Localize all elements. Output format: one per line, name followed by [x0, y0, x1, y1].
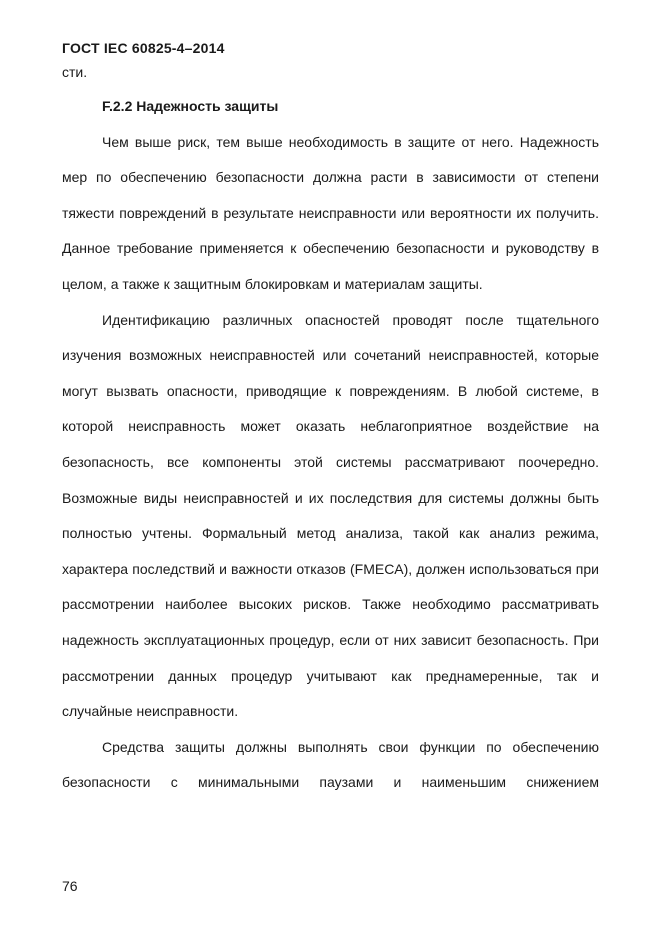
document-header: ГОСТ IEC 60825-4–2014: [62, 40, 225, 56]
paragraph-hazard-identification: Идентификацию различных опасностей проводят после тщательного изучения возможных неисправностей или сочетаний неисправностей, которые могут вызвать опасности, приводящие к повреждениям. В любой системе, в которой неисправность может оказать неблагоприятное воздействие на безопасность, все компоненты этой системы рассматривают поочередно. Возможные виды неисправностей и их последствия для системы должны быть полностью учтены. Формальный метод анализа, такой как анализ режима, характера последствий и важности отказов (FMECA), должен использоваться при рассмотрении наиболее высоких рисков. Также необходимо рассматривать надежность эксплуатационных процедур, если от них зависит безопасность. При рассмотрении данных процедур учитывают как преднамеренные, так и случайные неисправности.: [62, 311, 599, 720]
section-heading: F.2.2 Надежность защиты: [102, 98, 279, 114]
paragraph-protection-means: Средства защиты должны выполнять свои функции по обеспечению безопасности с минимальными паузами и наименьшим снижением: [62, 738, 599, 791]
continued-text-line: сти.: [62, 64, 88, 80]
document-body: [62, 63, 599, 801]
paragraph-risk-reliability: Чем выше риск, тем выше необходимость в защите от него. Надежность мер по обеспечению безопасности должна расти в зависимости от степени тяжести повреждений в результате неисправности или вероятности их получить. Данное требование применяется к обеспечению безопасности и руководству в целом, а также к защитным блокировкам и материалам защиты.: [62, 133, 599, 292]
page-number: 76: [62, 878, 78, 894]
